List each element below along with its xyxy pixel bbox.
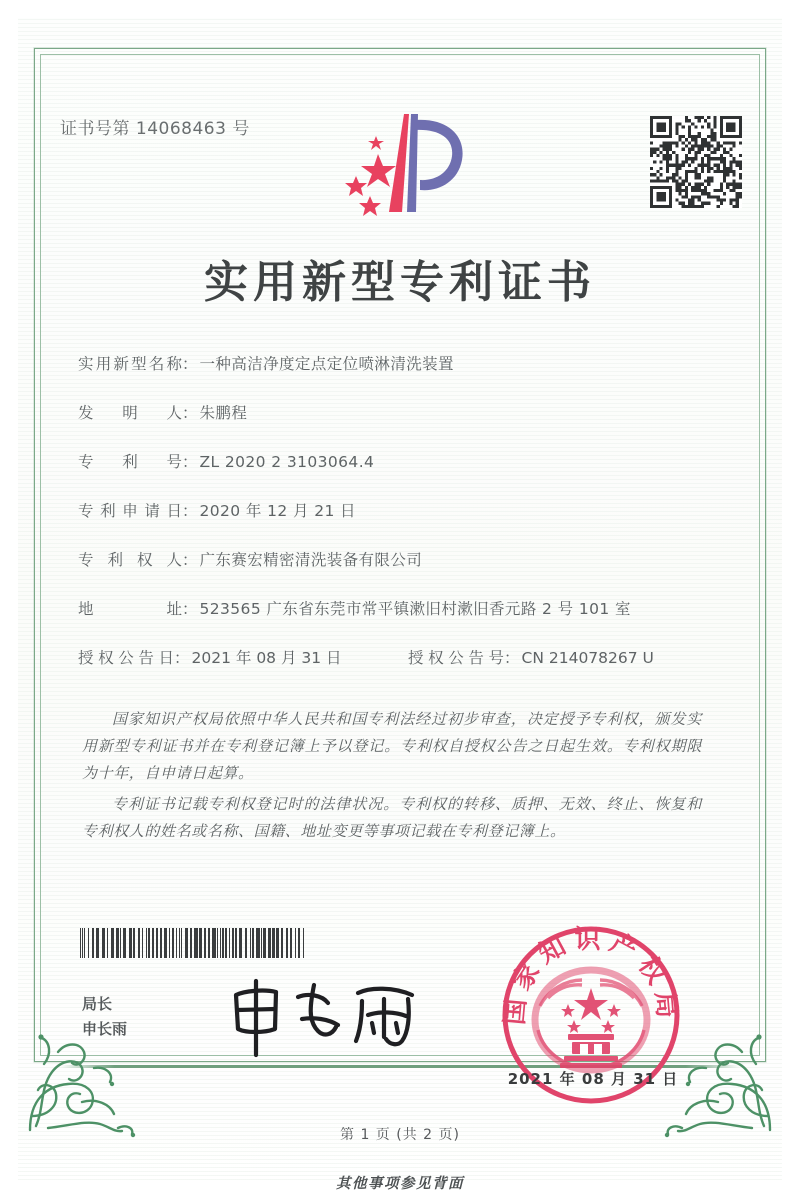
director-title: 局长: [82, 995, 113, 1013]
director-signature-block: [82, 992, 127, 1042]
field-grant-publication-date-value: 2021 年 08 月 31 日: [191, 649, 342, 667]
colon: ：: [182, 551, 198, 569]
colon: ：: [182, 404, 198, 422]
field-application-date-label: 专 利 申 请 日: [78, 502, 182, 520]
body-paragraph-1: 国家知识产权局依照中华人民共和国专利法经过初步审查，决定授予专利权，颁发实用新型专利证书并在专利登记簿上予以登记。专利权自授权公告之日起生效。专利权期限为十年，自申请日起算。: [82, 710, 702, 782]
page-title: 实用新型专利证书: [204, 257, 596, 308]
field-application-date-value: 2020 年 12 月 21 日: [199, 502, 356, 520]
field-inventor-value: 朱鹏程: [199, 404, 248, 422]
colon: ：: [182, 502, 198, 520]
field-grant-row: [78, 646, 718, 668]
field-grant-publication-date: [78, 646, 408, 668]
director-signature: [218, 975, 428, 1060]
field-utility-model-name: [78, 352, 718, 374]
certificate-body-text: [82, 706, 702, 849]
field-address-value: 523565 广东省东莞市常平镇漱旧村漱旧香元路 2 号 101 室: [199, 600, 631, 618]
field-grant-publication-date-label: 授 权 公 告 日: [78, 649, 174, 667]
seal-date: 2021 年 08 月 31 日: [507, 1070, 679, 1088]
field-address-label: 地 址: [78, 600, 182, 618]
colon: ：: [182, 453, 198, 471]
body-paragraph-2: 专利证书记载专利权登记时的法律状况。专利权的转移、质押、无效、终止、恢复和专利权人的姓名或名称、国籍、地址变更等事项记载在专利登记簿上。: [82, 795, 702, 840]
field-publication-number: [408, 646, 654, 668]
certificate-number: 证书号第 14068463 号: [60, 119, 250, 139]
field-publication-number-label: 授 权 公 告 号: [408, 649, 504, 667]
page-indicator: 第 1 页 (共 2 页): [340, 1127, 460, 1143]
field-patentee: [78, 548, 718, 570]
colon: ：: [182, 355, 198, 373]
barcode: [78, 928, 308, 958]
field-patentee-value: 广东赛宏精密清洗装备有限公司: [199, 551, 423, 569]
cnipa-logo: [332, 108, 472, 220]
field-publication-number-value: CN 214078267 U: [521, 649, 654, 667]
colon: ：: [174, 649, 190, 667]
back-side-note: 其他事项参见背面: [336, 1175, 464, 1192]
field-patent-number-value: ZL 2020 2 3103064.4: [199, 453, 375, 471]
seal-ring-text: 国家知识产权局: [499, 924, 683, 1027]
colon: ：: [182, 600, 198, 618]
certificate-fields: [78, 352, 718, 690]
field-utility-model-name-label: 实 用 新 型 名 称: [78, 355, 182, 373]
field-utility-model-name-value: 一种高洁净度定点定位喷淋清洗装置: [199, 355, 454, 373]
director-name: 申长雨: [82, 1020, 128, 1038]
field-patent-number-label: 专 利 号: [78, 453, 182, 471]
colon: ：: [504, 649, 520, 667]
field-patent-number: [78, 450, 718, 472]
field-address: [78, 597, 718, 619]
field-inventor-label: 发 明 人: [78, 404, 182, 422]
field-inventor: [78, 401, 718, 423]
field-patentee-label: 专 利 权 人: [78, 551, 182, 569]
qr-code: [650, 116, 742, 208]
field-application-date: [78, 499, 718, 521]
